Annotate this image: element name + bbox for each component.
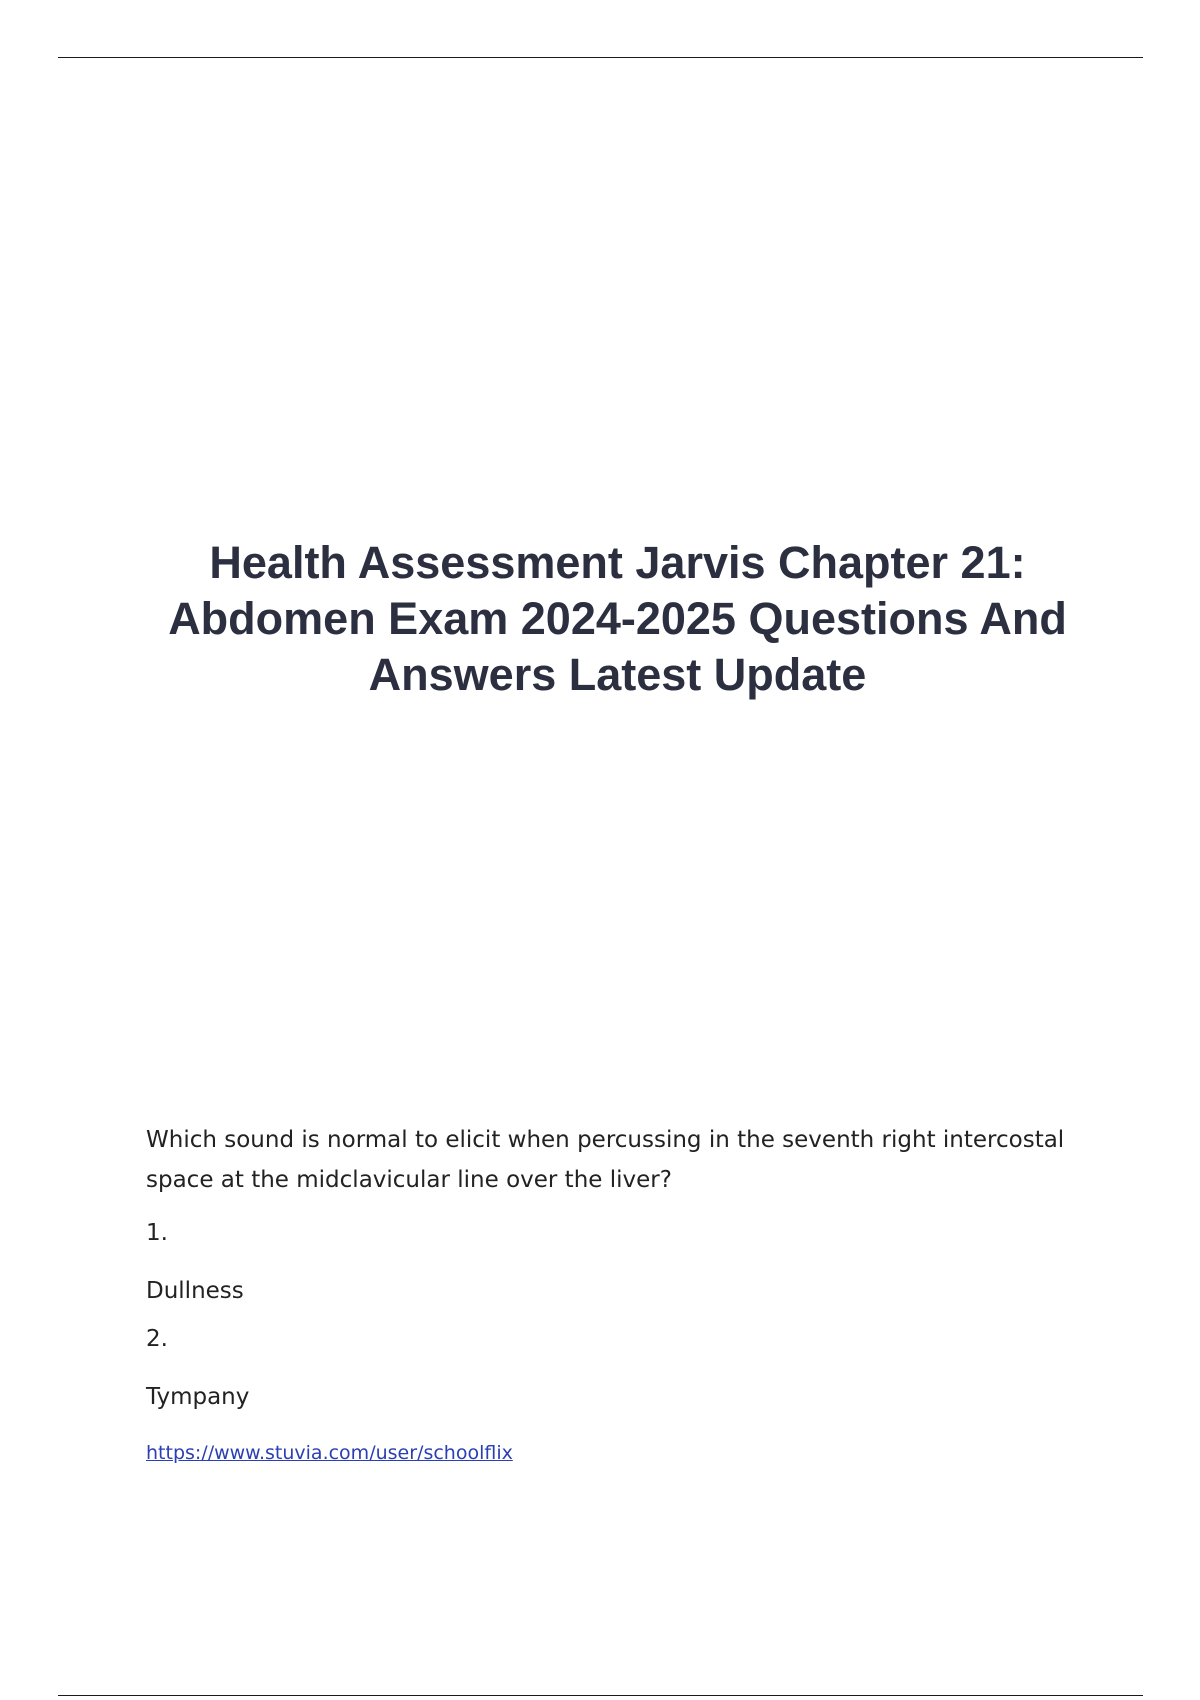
bottom-rule	[58, 1695, 1143, 1696]
document-title: Health Assessment Jarvis Chapter 21: Abdomen Exam 2024-2025 Questions And Answers Latest Update	[168, 537, 1067, 700]
option-1-text: Dullness	[146, 1278, 244, 1304]
option-2-text: Tympany	[146, 1384, 250, 1410]
option-1-number: 1.	[146, 1220, 168, 1246]
question-text: Which sound is normal to elicit when percussing in the seventh right intercostal space at the midclavicular line over the liver?	[146, 1127, 1065, 1193]
option-2-number: 2.	[146, 1326, 168, 1352]
question-block	[146, 1120, 1076, 1466]
top-rule	[58, 57, 1143, 58]
stuvia-user-link[interactable]: https://www.stuvia.com/user/schoolflix	[146, 1442, 513, 1464]
